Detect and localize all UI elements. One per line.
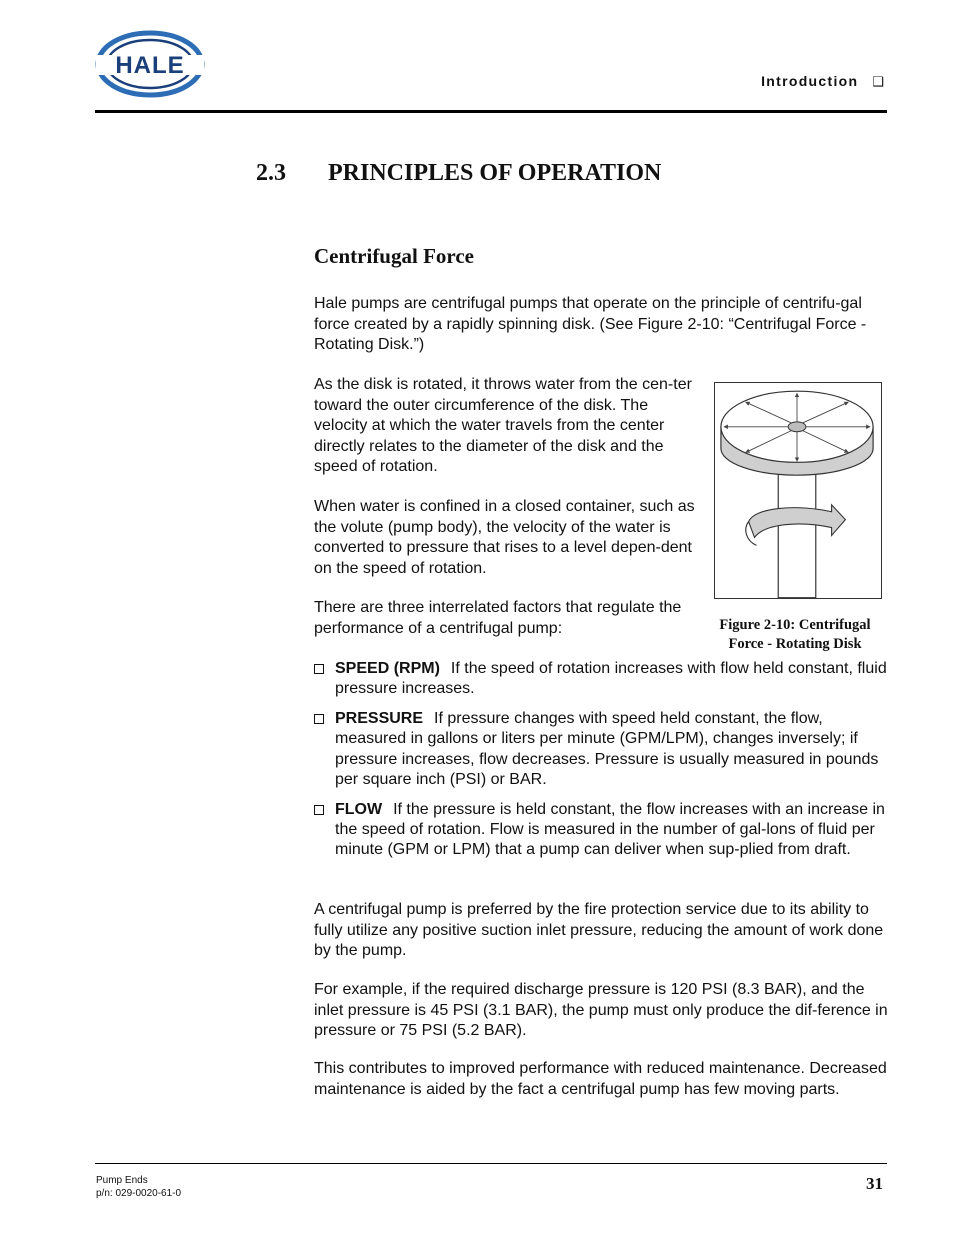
list-item [314, 800, 889, 861]
header-marker: ❑ [872, 74, 884, 89]
paragraph-intro: Hale pumps are centrifugal pumps that operate on the principle of centrifu-gal force created by a rapidly spinning disk. (See Figure 2-10: “Centrifugal Force - Rotating Disk.”) [314, 295, 867, 353]
section-number: 2.3 [256, 160, 286, 186]
figure-caption [706, 616, 884, 654]
footer-rule [95, 1163, 887, 1164]
paragraph-factors: There are three interrelated factors that regulate the performance of a centrifugal pump: [314, 599, 682, 637]
bullet-term: SPEED (RPM) [335, 660, 440, 677]
caption-line-2: Force - Rotating Disk [728, 636, 862, 652]
running-header [761, 73, 884, 90]
rotating-disk-figure [714, 382, 882, 599]
paragraph-preferred: A centrifugal pump is preferred by the fire protection service due to its ability to fully utilize any positive suction inlet pressure, reducing the amount of work done by the pump. [314, 901, 884, 959]
checkbox-bullet-icon [314, 805, 324, 815]
footer-doc-info [96, 1174, 181, 1200]
logo-text: HALE [115, 52, 185, 79]
caption-line-1: Figure 2-10: Centrifugal [719, 617, 871, 633]
header-rule [95, 110, 887, 113]
rotating-disk-illustration [715, 383, 881, 598]
paragraph-disk-rotation: As the disk is rotated, it throws water from the cen-ter toward the outer circumference of the disk. The velocity at which the water travels from the center directly relates to the diameter of the disk and the speed of rotation. [314, 376, 692, 475]
paragraph-example: For example, if the required discharge pressure is 120 PSI (8.3 BAR), and the inlet pressure is 45 PSI (3.1 BAR), the pump must only produce the dif-ference in pressure or 75 PSI (5.2 BAR). [314, 981, 888, 1039]
checkbox-bullet-icon [314, 664, 324, 674]
subheading: Centrifugal Force [314, 244, 474, 268]
paragraph-closed-container: When water is confined in a closed container, such as the volute (pump body), the velocity of the water is converted to pressure that rises to a level depen-dent on the speed of rotation. [314, 498, 695, 577]
bullet-text: If the speed of rotation increases with flow held constant, fluid pressure increases. [335, 660, 887, 698]
bullet-term: PRESSURE [335, 710, 424, 728]
list-item [314, 709, 889, 790]
section-title [256, 160, 661, 187]
bullet-term: FLOW [335, 800, 383, 818]
hale-logo [94, 28, 206, 100]
page-number: 31 [866, 1174, 883, 1193]
paragraph-maintenance: This contributes to improved performance with reduced maintenance. Decreased maintenance is aided by the fact a centrifugal pump has few moving parts. [314, 1060, 887, 1098]
list-item [314, 659, 889, 700]
factor-list [314, 659, 889, 870]
bullet-text: If the pressure is held constant, the flow increases with an increase in the speed of rotation. Flow is measured in the number of gal-lons of fluid per minute (GPM or LPM) that a pump can deliver when sup-plied from draft. [335, 800, 885, 859]
section-title-text: PRINCIPLES OF OPERATION [328, 160, 662, 186]
footer-part-number: p/n: 029-0020-61-0 [96, 1188, 182, 1199]
header-section-name: Introduction [761, 73, 859, 89]
bullet-text: If pressure changes with speed held constant, the flow, measured in gallons or liters per minute (GPM/LPM), changes inversely; if pressure increases, flow decreases. Pressure is usually measured in pounds per square inch (PSI) or BAR. [335, 710, 879, 788]
checkbox-bullet-icon [314, 714, 324, 724]
footer-doc-title: Pump Ends [96, 1175, 148, 1186]
